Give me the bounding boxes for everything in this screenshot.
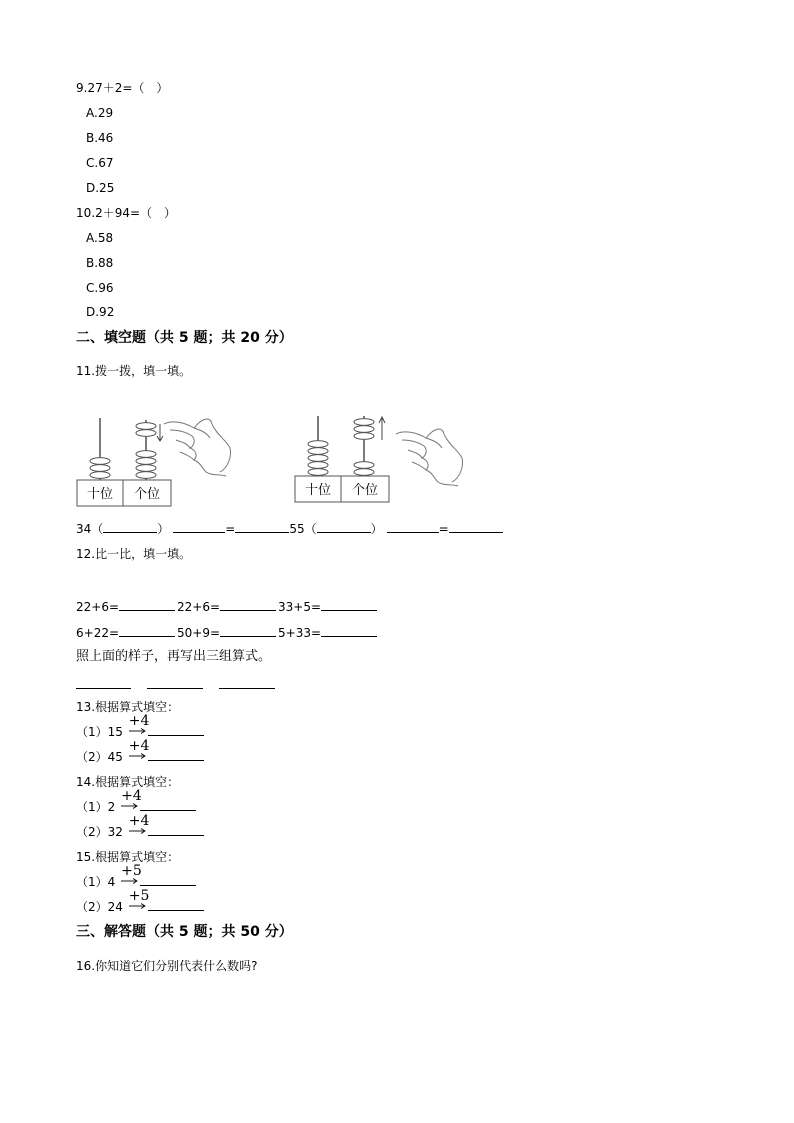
q14-item-2 (76, 813, 204, 840)
q15-item-2 (76, 888, 204, 915)
right-arrow-icon (121, 803, 138, 809)
q11-blank-6[interactable] (449, 520, 503, 533)
q11-line-b-start: 55（ (289, 522, 317, 536)
q15-item-1-label: （1）4 (76, 875, 116, 889)
question-9-option-d[interactable]: D.25 (86, 181, 115, 195)
abacus-right-ones-label: 个位 (351, 483, 379, 498)
right-arrow-icon (129, 828, 146, 834)
q15-item-2-label: （2）24 (76, 900, 123, 914)
q11-line-a-close: ） (157, 522, 170, 536)
q14-item-1-label: （1）2 (76, 800, 116, 814)
q12-r2-blank-3[interactable] (321, 624, 377, 637)
question-11-answer-line (76, 520, 503, 537)
abacus-left-illustration (76, 410, 246, 508)
q14-item-2-blank[interactable] (148, 823, 204, 836)
q11-line-a-start: 34（ (76, 522, 104, 536)
abacus-left-tens-label: 十位 (86, 487, 114, 502)
question-14-stem: 14.根据算式填空： (76, 775, 180, 789)
question-15-stem: 15.根据算式填空： (76, 850, 180, 864)
q12-r1-blank-2[interactable] (220, 598, 276, 611)
q13-item-2-blank[interactable] (148, 748, 204, 761)
abacus-right-illustration (294, 410, 474, 506)
question-10-option-c[interactable]: C.96 (86, 281, 114, 295)
right-arrow-icon (129, 728, 146, 734)
q13-item-2-op-label: +4 (128, 738, 150, 754)
q12-r1-blank-1[interactable] (119, 598, 175, 611)
q12-r1-expr-1: 22+6= (76, 600, 120, 614)
abacus-left-ones-label: 个位 (133, 487, 161, 502)
q12-extra-blank-2[interactable] (147, 688, 203, 689)
q11-blank-1[interactable] (103, 520, 157, 533)
q12-r1-expr-3: 33+5= (278, 600, 322, 614)
right-arrow-icon (129, 903, 146, 909)
question-12-stem: 12.比一比，填一填。 (76, 547, 192, 561)
question-9-stem: 9.27＋2=（ ） (76, 81, 169, 95)
q11-line-b-close: ） (370, 522, 383, 536)
q12-instruction: 照上面的样子，再写出三组算式。 (76, 649, 272, 664)
q12-extra-blank-1[interactable] (76, 688, 131, 689)
section-2-title: 二、填空题（共 5 题；共 20 分） (76, 330, 293, 346)
q11-blank-5[interactable] (387, 520, 439, 533)
q12-row-2 (76, 624, 377, 641)
question-9-option-b[interactable]: B.46 (86, 131, 114, 145)
question-13-stem: 13.根据算式填空： (76, 700, 180, 714)
q15-item-2-blank[interactable] (148, 898, 204, 911)
q12-r2-expr-1: 6+22= (76, 626, 120, 640)
question-9-option-c[interactable]: C.67 (86, 156, 114, 170)
q12-extra-blank-3[interactable] (219, 688, 275, 689)
question-10-option-a[interactable]: A.58 (86, 231, 114, 245)
q13-item-1-operator (128, 713, 150, 737)
q11-eq-1: = (225, 522, 236, 536)
q11-blank-4[interactable] (317, 520, 371, 533)
q12-r2-blank-1[interactable] (119, 624, 175, 637)
q15-item-2-operator (128, 888, 150, 912)
q14-item-2-op-label: +4 (128, 813, 150, 829)
question-11-stem: 11.拨一拨，填一填。 (76, 364, 192, 378)
abacus-right-tens-label: 十位 (304, 483, 332, 498)
question-16-stem: 16.你知道它们分别代表什么数吗? (76, 959, 258, 973)
q12-r1-expr-2: 22+6= (177, 600, 221, 614)
q15-item-1-blank[interactable] (140, 873, 196, 886)
q11-eq-2: = (438, 522, 449, 536)
q13-item-2 (76, 738, 204, 765)
q12-r2-expr-3: 5+33= (278, 626, 322, 640)
q11-blank-3[interactable] (235, 520, 289, 533)
q14-item-1-blank[interactable] (140, 798, 196, 811)
right-arrow-icon (121, 878, 138, 884)
q12-row-1 (76, 598, 377, 615)
q15-item-1-operator (121, 863, 142, 887)
q12-r2-blank-2[interactable] (220, 624, 276, 637)
q14-item-1-op-label: +4 (121, 788, 142, 804)
q13-item-1-op-label: +4 (128, 713, 150, 729)
q13-item-1-blank[interactable] (148, 723, 204, 736)
q15-item-1-op-label: +5 (121, 863, 142, 879)
right-arrow-icon (129, 753, 146, 759)
section-3-title: 三、解答题（共 5 题；共 50 分） (76, 924, 293, 940)
q12-r2-expr-2: 50+9= (177, 626, 221, 640)
question-9-option-a[interactable]: A.29 (86, 106, 114, 120)
question-10-stem: 10.2＋94=（ ） (76, 206, 177, 220)
q14-item-2-label: （2）32 (76, 825, 123, 839)
q14-item-2-operator (128, 813, 150, 837)
q12-r1-blank-3[interactable] (321, 598, 377, 611)
q13-item-1-label: （1）15 (76, 725, 123, 739)
q11-blank-2[interactable] (173, 520, 225, 533)
q15-item-2-op-label: +5 (128, 888, 150, 904)
question-10-option-d[interactable]: D.92 (86, 305, 115, 319)
q14-item-1-operator (121, 788, 142, 812)
q13-item-2-label: （2）45 (76, 750, 123, 764)
q13-item-2-operator (128, 738, 150, 762)
question-10-option-b[interactable]: B.88 (86, 256, 114, 270)
